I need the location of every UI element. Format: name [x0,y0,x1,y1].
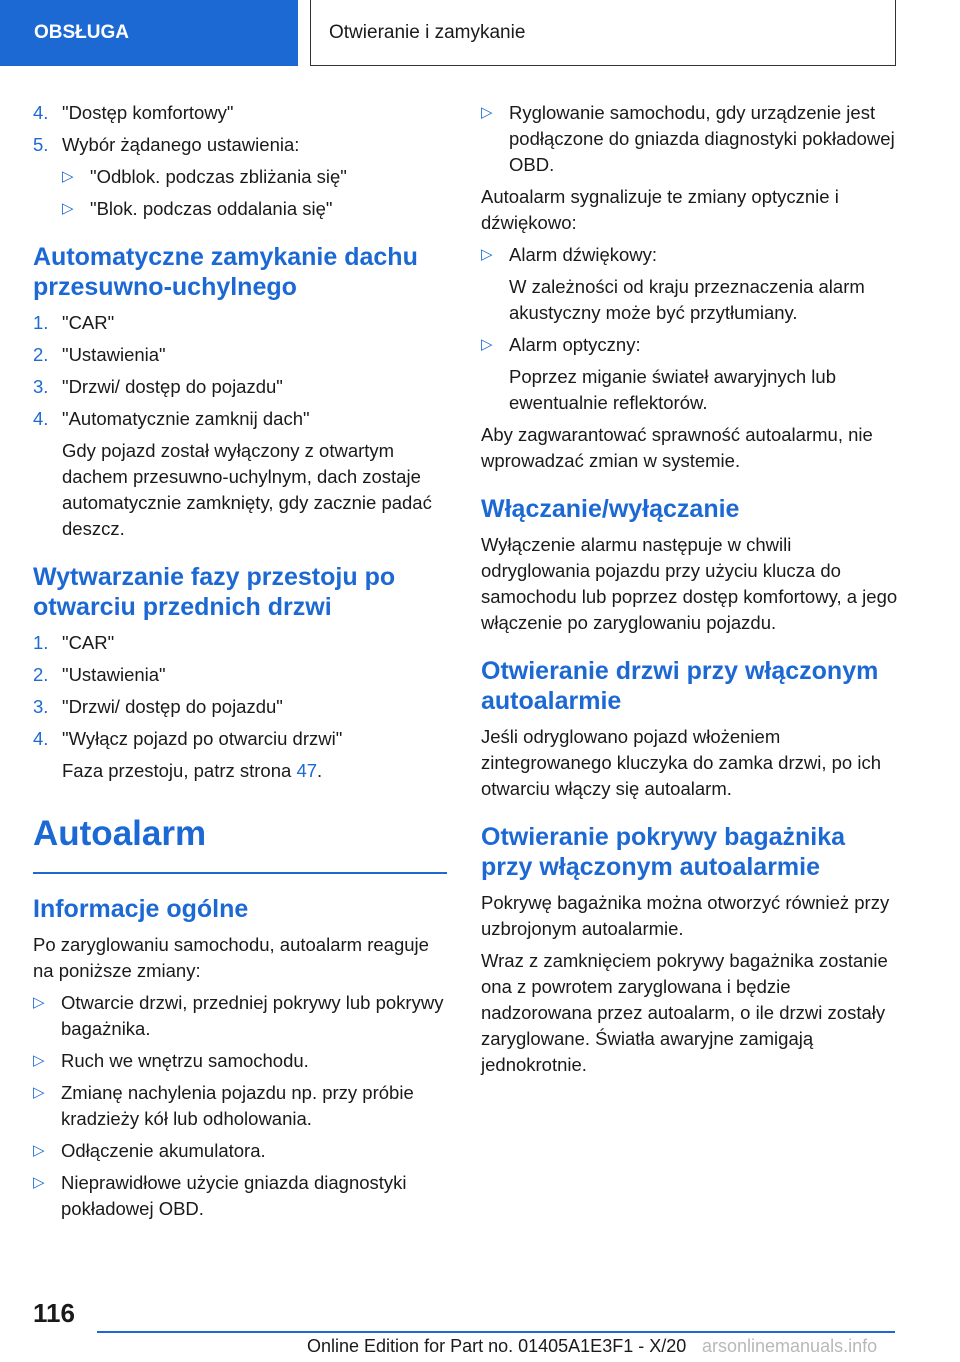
triangle-bullet-icon: ▷ [33,1141,45,1159]
step-number: 1. [33,312,49,333]
note-suffix: . [317,760,323,781]
trunk-text-1: Pokrywę bagażnika można otworzyć również przy uzbrojonym autoalarmie. [481,892,890,939]
triangle-bullet-icon: ▷ [62,168,74,185]
triangle-bullet-icon: ▷ [481,246,493,263]
list-item [33,694,447,720]
section-tab [0,0,298,66]
bullet-item [33,1138,447,1164]
list-item [33,406,447,432]
bullet-item [33,196,447,222]
step-text: "Wyłącz pojazd po otwarciu drzwi" [62,728,343,749]
step-text: "Dostęp komfortowy" [62,102,234,123]
step-text: "CAR" [62,632,115,653]
page-link[interactable]: 47 [296,760,318,781]
note-text: Faza przestoju, patrz strona [62,760,297,781]
bullet-text: Ryglowanie samochodu, gdy urządzenie jest podłączone do gniazda diagnostyki pokładowej OBD. [509,102,895,175]
triangle-bullet-icon: ▷ [33,993,45,1011]
bullet-text: Ruch we wnętrzu samochodu. [61,1049,309,1071]
step-number: 2. [33,664,49,685]
bullet-item [481,100,901,178]
footer-divider [97,1331,895,1333]
bullet-text: "Odblok. podczas zbliżania się" [90,166,347,187]
bullet-item [33,164,447,190]
step-number: 3. [33,376,49,397]
triangle-bullet-icon: ▷ [481,336,493,353]
step-text: "Automatycznie zamknij dach" [62,408,310,429]
step-number: 2. [33,344,49,365]
step-text: "Ustawienia" [62,664,166,685]
roof-note: Gdy pojazd został wyłączony z otwartym dachem przesuwno-uchylnym, dach zostaje automatycznie zamknięty, gdy zacznie padać deszcz. [62,440,432,539]
list-item [33,662,447,688]
triangle-bullet-icon: ▷ [62,200,74,217]
warning-text: Aby zagwarantować sprawność autoalarmu, nie wprowadzać zmian w systemie. [481,424,873,471]
chapter-label: Otwieranie i zamykanie [329,21,526,43]
step-number: 4. [33,102,49,123]
left-column [33,100,447,1228]
step-number: 1. [33,632,49,653]
list-item [33,374,447,400]
bullet-text: "Blok. podczas oddalania się" [90,198,333,219]
list-item [33,726,447,752]
bullet-item [481,242,901,268]
chapter-tab [310,0,896,66]
standby-heading: Wytwarzanie fazy przestoju po otwarciu przednich drzwi [33,563,396,621]
heading-divider [33,872,447,874]
alarm-heading: Autoalarm [33,814,207,853]
bullet-item [33,1080,447,1132]
signal-text: Autoalarm sygnalizuje te zmiany optycznie i dźwiękowo: [481,186,839,233]
triangle-bullet-icon: ▷ [33,1051,45,1069]
edition-text: Online Edition for Part no. 01405A1E3F1 - X/20 [307,1336,687,1356]
bullet-item [481,332,901,358]
step-number: 5. [33,134,49,155]
trunk-text-2: Wraz z zamknięciem pokrywy bagażnika zostanie ona z powrotem zaryglowana i będzie nadzorowana przez autoalarm, o ile drzwi zostały zaryglowane. Światła awaryjne zamigają jednokrotnie. [481,950,888,1075]
roof-heading: Automatyczne zamykanie dachu przesuwno-uchylnego [33,243,418,301]
bullet-text: Nieprawidłowe użycie gniazda diagnostyki pokładowej OBD. [61,1171,407,1219]
list-item [33,132,447,158]
onoff-text: Wyłączenie alarmu następuje w chwili odryglowania pojazdu przy użyciu klucza do samochodu lub poprzez dostęp komfortowy, a jego włączenie po zaryglowaniu pojazdu. [481,534,898,633]
onoff-heading: Włączanie/wyłączanie [481,495,740,523]
bullet-text: Otwarcie drzwi, przedniej pokrywy lub pokrywy bagażnika. [61,991,444,1039]
right-column [481,100,901,1084]
bullet-item [33,990,447,1042]
bullet-text: Alarm dźwiękowy: [509,244,658,265]
triangle-bullet-icon: ▷ [33,1083,45,1101]
bullet-text: Zmianę nachylenia pojazdu np. przy próbie kradzieży kół lub odholowania. [61,1081,414,1129]
general-heading: Informacje ogólne [33,894,249,923]
watermark: arsonlinemanuals.info [702,1336,878,1356]
list-item [33,342,447,368]
step-number: 4. [33,408,49,429]
page-number: 116 [33,1298,75,1328]
step-number: 4. [33,728,49,749]
step-text: Wybór żądanego ustawienia: [62,134,300,155]
list-item [33,630,447,656]
list-item [33,100,447,126]
bullet-item [33,1048,447,1074]
bullet-item [33,1170,447,1222]
step-text: "CAR" [62,312,115,333]
triangle-bullet-icon: ▷ [481,104,493,121]
step-text: "Ustawienia" [62,344,166,365]
bullet-text: Alarm optyczny: [509,334,641,355]
step-text: "Drzwi/ dostęp do pojazdu" [62,696,283,717]
general-intro: Po zaryglowaniu samochodu, autoalarm reaguje na poniższe zmiany: [33,933,429,981]
page-header [0,0,960,66]
section-label: OBSŁUGA [34,22,129,43]
standby-note [33,758,447,784]
list-item [33,310,447,336]
sound-desc: W zależności od kraju przeznaczenia alarm akustyczny może być przytłumiany. [509,276,865,323]
trunk-heading: Otwieranie pokrywy bagażnika przy włączonym autoalarmie [481,823,846,881]
doors-text: Jeśli odryglowano pojazd włożeniem zintegrowanego kluczyka do zamka drzwi, po ich otwarciu włączy się autoalarm. [481,726,881,799]
bullet-text: Odłączenie akumulatora. [61,1139,266,1161]
doors-heading: Otwieranie drzwi przy włączonym autoalarmie [481,657,879,715]
triangle-bullet-icon: ▷ [33,1173,45,1191]
step-number: 3. [33,696,49,717]
optic-desc: Poprzez miganie świateł awaryjnych lub ewentualnie reflektorów. [509,366,836,413]
step-text: "Drzwi/ dostęp do pojazdu" [62,376,283,397]
